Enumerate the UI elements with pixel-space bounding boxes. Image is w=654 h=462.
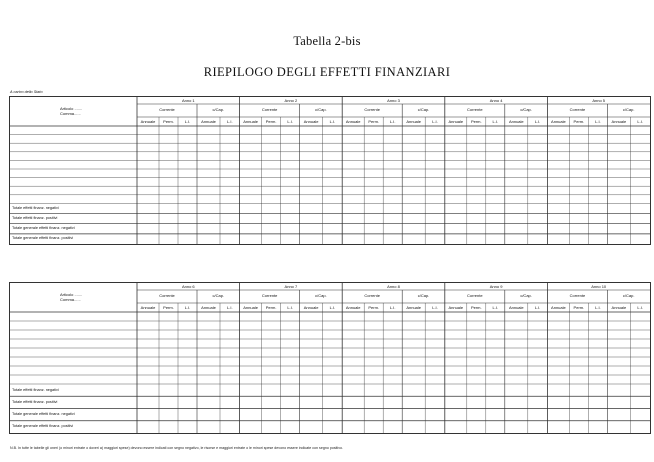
sub-column-header: L.I. <box>595 305 601 310</box>
sub-column-header: L.I. <box>227 305 233 310</box>
year-header: Anno 8 <box>387 283 400 289</box>
sub-column-header: Annuale <box>345 119 361 124</box>
sub-column-header: Annuale <box>201 119 216 124</box>
table-caption: A carico dello Stato <box>10 90 43 94</box>
sub-column-header: Annuale <box>243 305 258 310</box>
group-capitale: c/Cap. <box>212 107 225 112</box>
sub-column-header: Annuale <box>201 305 216 310</box>
sub-column-header: L.I. <box>329 305 336 310</box>
sub-column-header: Annuale <box>551 119 566 124</box>
sub-column-header: L.I. <box>227 119 233 124</box>
year-header: Anno 5 <box>592 97 606 103</box>
sub-column-header: Perm. <box>470 305 482 310</box>
group-corrente: Corrente <box>364 293 380 298</box>
sub-column-header: Perm. <box>163 305 174 310</box>
group-capitale: c/Cap. <box>622 293 635 298</box>
sub-column-header: L.I. <box>432 305 438 310</box>
sub-column-header: L.I. <box>534 119 541 124</box>
sub-column-header: L.I. <box>287 305 293 310</box>
sub-column-header: Annuale <box>303 119 319 124</box>
group-corrente: Corrente <box>364 107 380 112</box>
page-subtitle: RIEPILOGO DEGLI EFFETTI FINANZIARI <box>203 65 451 79</box>
group-capitale: c/Cap. <box>417 107 430 112</box>
summary-row-label: Totale generale effetti finanz. negativi <box>12 412 75 417</box>
year-header: Anno 7 <box>284 283 298 289</box>
year-header: Anno 10 <box>591 283 607 289</box>
sub-column-header: Annuale <box>611 305 627 310</box>
sub-column-header: Annuale <box>448 119 464 124</box>
group-corrente: Corrente <box>467 293 483 298</box>
sub-column-header: Annuale <box>611 119 627 124</box>
group-corrente: Corrente <box>261 107 278 112</box>
sub-column-header: Perm. <box>265 305 277 310</box>
group-capitale: c/Cap. <box>520 293 532 298</box>
sub-column-header: Annuale <box>303 305 319 310</box>
sub-column-header: L.I. <box>637 305 643 310</box>
sub-column-header: Annuale <box>448 305 464 310</box>
summary-row-label: Totale generale effetti finanz. negativi <box>12 226 75 231</box>
sub-column-header: L.I. <box>389 305 396 310</box>
group-corrente: Corrente <box>159 293 175 298</box>
group-corrente: Corrente <box>569 107 586 112</box>
sub-column-header: L.I. <box>637 119 643 124</box>
summary-table-years-6-10 <box>9 282 651 434</box>
sub-column-header: Perm. <box>573 305 585 310</box>
summary-row-label: Totale generale effetti finanz. positivi <box>12 236 74 241</box>
summary-table-years-1-5 <box>9 96 651 245</box>
sub-column-header: L.I. <box>184 305 191 310</box>
footnote: N.B. In tutte le tabelle gli oneri (o minori entrate o doveri a) maggiori spese) devono essere indicati con segno negativo, le risorse e maggiori entrate o le minori spese devono essere indicate con segno positivo. <box>10 446 344 450</box>
sub-column-header: Annuale <box>243 119 258 124</box>
row-header-article: Articolo ....... <box>60 292 83 297</box>
year-header: Anno 4 <box>489 97 503 103</box>
sub-column-header: Perm. <box>265 119 277 124</box>
sub-column-header: Annuale <box>345 305 361 310</box>
group-corrente: Corrente <box>261 293 278 298</box>
summary-row-label: Totale effetti finanz. negativi <box>12 387 59 392</box>
sub-column-header: Perm. <box>573 119 585 124</box>
sub-column-header: Annuale <box>406 119 422 124</box>
sub-column-header: Annuale <box>406 305 422 310</box>
sub-column-header: Annuale <box>508 119 524 124</box>
row-header-comma: Comma...... <box>60 111 81 116</box>
group-capitale: c/Cap. <box>212 293 225 298</box>
sub-column-header: Annuale <box>140 119 156 124</box>
group-corrente: Corrente <box>159 107 175 112</box>
sub-column-header: Annuale <box>140 305 156 310</box>
summary-row-label: Totale effetti finanz. positivi <box>12 399 58 404</box>
summary-row-label: Totale generale effetti finanz. positivi <box>12 424 74 429</box>
group-capitale: c/Cap. <box>315 293 327 298</box>
group-capitale: c/Cap. <box>520 107 532 112</box>
summary-row-label: Totale effetti finanz. positivi <box>12 216 58 221</box>
sub-column-header: Perm. <box>163 119 174 124</box>
year-header: Anno 9 <box>489 283 503 289</box>
sub-column-header: Perm. <box>368 119 380 124</box>
sub-column-header: L.I. <box>595 119 601 124</box>
row-header-comma: Comma...... <box>60 297 81 302</box>
sub-column-header: L.I. <box>534 305 541 310</box>
sub-column-header: L.I. <box>184 119 191 124</box>
row-header-article: Articolo ....... <box>60 106 83 111</box>
sub-column-header: Perm. <box>470 119 482 124</box>
sub-column-header: Perm. <box>368 305 380 310</box>
sub-column-header: L.I. <box>432 119 438 124</box>
group-corrente: Corrente <box>569 293 586 298</box>
sub-column-header: L.I. <box>287 119 293 124</box>
sub-column-header: L.I. <box>389 119 396 124</box>
sub-column-header: L.I. <box>492 305 499 310</box>
group-capitale: c/Cap. <box>622 107 635 112</box>
group-capitale: c/Cap. <box>417 293 430 298</box>
summary-row-label: Totale effetti finanz. negativi <box>12 205 59 210</box>
page-title: Tabella 2-bis <box>293 34 361 48</box>
sub-column-header: L.I. <box>492 119 499 124</box>
sub-column-header: Annuale <box>508 305 524 310</box>
group-corrente: Corrente <box>467 107 483 112</box>
sub-column-header: L.I. <box>329 119 336 124</box>
sub-column-header: Annuale <box>551 305 566 310</box>
year-header: Anno 6 <box>181 283 195 289</box>
year-header: Anno 3 <box>387 97 400 103</box>
year-header: Anno 1 <box>181 97 195 103</box>
group-capitale: c/Cap. <box>315 107 327 112</box>
year-header: Anno 2 <box>284 97 298 103</box>
